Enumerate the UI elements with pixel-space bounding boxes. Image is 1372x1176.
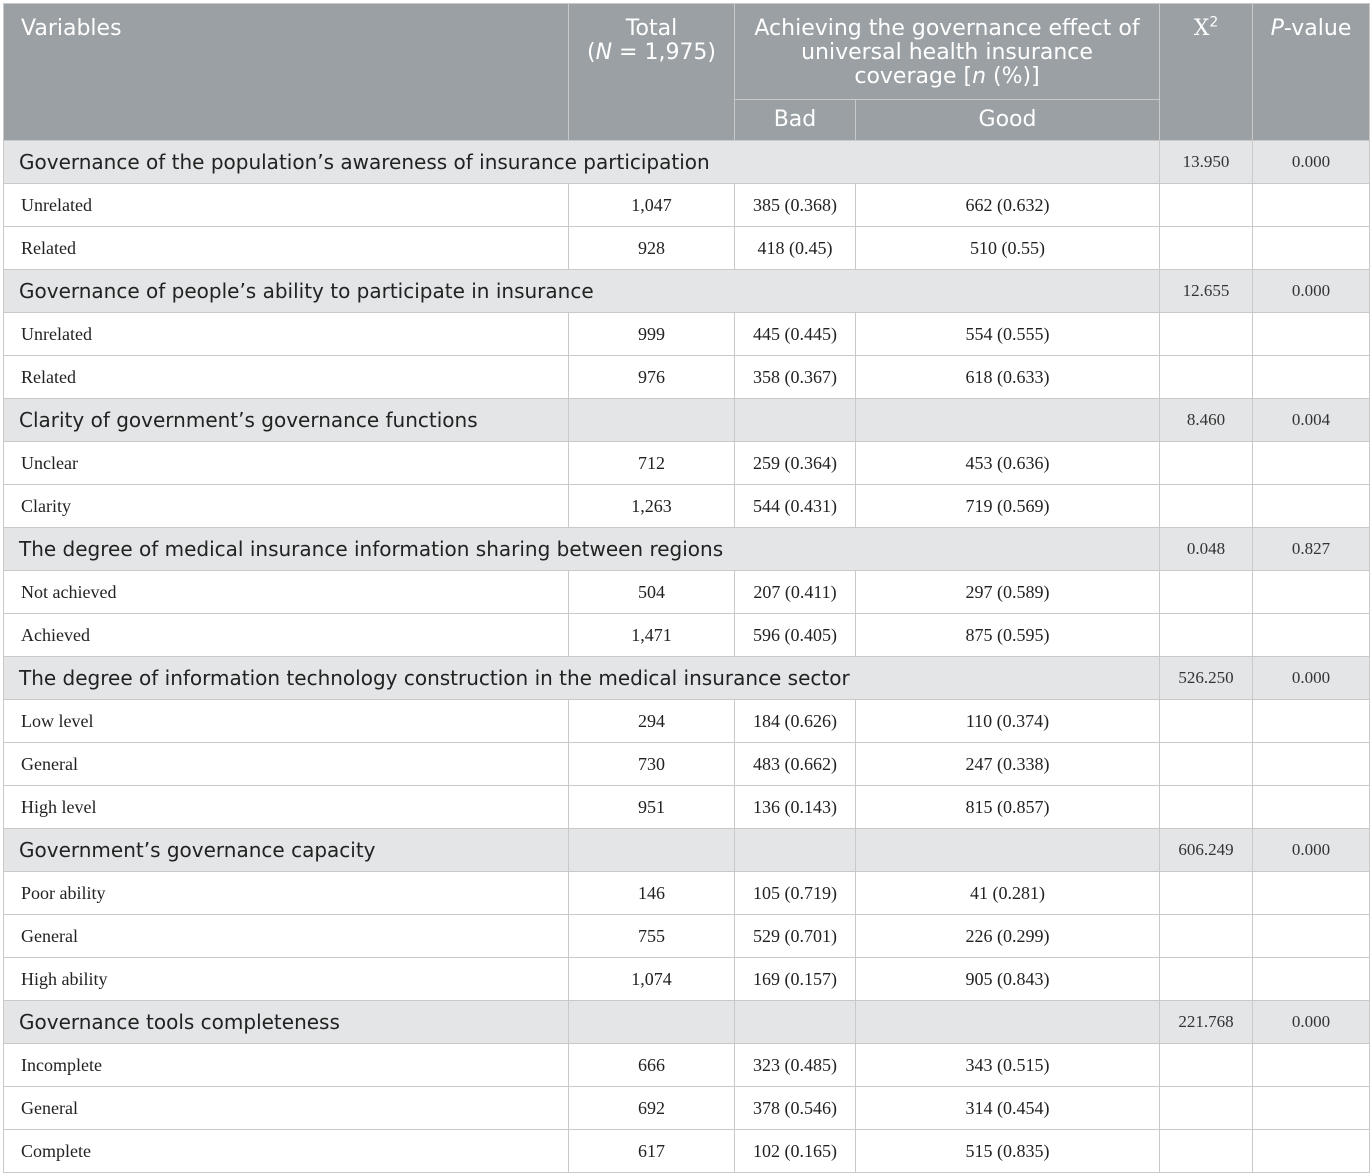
good-cell: 905 (0.843) [856, 958, 1160, 1001]
row-label: Incomplete [4, 1044, 569, 1087]
bad-cell: 358 (0.367) [735, 356, 856, 399]
row-label: Unrelated [4, 313, 569, 356]
row-label: General [4, 1087, 569, 1130]
bad-cell: 483 (0.662) [735, 743, 856, 786]
total-cell: 504 [569, 571, 735, 614]
good-cell: 554 (0.555) [856, 313, 1160, 356]
bad-header: Bad [735, 100, 856, 141]
section-title: Governance of people’s ability to participate in insurance [4, 270, 1160, 313]
chi-square-value: 221.768 [1160, 1001, 1253, 1044]
empty-cell [1160, 743, 1253, 786]
empty-cell [1253, 184, 1370, 227]
empty-cell [1160, 1044, 1253, 1087]
empty-cell [1253, 442, 1370, 485]
row-label: Related [4, 356, 569, 399]
empty-cell [1253, 227, 1370, 270]
row-label: General [4, 915, 569, 958]
table-row [4, 915, 1370, 958]
total-header-label: Total [625, 16, 678, 41]
row-label: Unrelated [4, 184, 569, 227]
p-value: 0.827 [1253, 528, 1370, 571]
empty-cell [1253, 614, 1370, 657]
total-n-value: = 1,975) [612, 40, 717, 65]
section-row [4, 528, 1370, 571]
total-cell: 146 [569, 872, 735, 915]
total-cell: 666 [569, 1044, 735, 1087]
row-label: Low level [4, 700, 569, 743]
total-cell: 976 [569, 356, 735, 399]
chi-superscript: 2 [1209, 14, 1219, 31]
section-title: Governance of the population’s awareness of insurance participation [4, 141, 1160, 184]
p-value: 0.004 [1253, 399, 1370, 442]
table-row [4, 442, 1370, 485]
total-cell: 999 [569, 313, 735, 356]
total-cell: 692 [569, 1087, 735, 1130]
empty-cell [1160, 485, 1253, 528]
p-value: 0.000 [1253, 657, 1370, 700]
section-empty-cell [569, 1001, 735, 1044]
empty-cell [1253, 958, 1370, 1001]
empty-cell [1160, 958, 1253, 1001]
total-cell: 951 [569, 786, 735, 829]
bad-cell: 385 (0.368) [735, 184, 856, 227]
good-cell: 247 (0.338) [856, 743, 1160, 786]
empty-cell [1253, 786, 1370, 829]
empty-cell [1160, 184, 1253, 227]
good-cell: 662 (0.632) [856, 184, 1160, 227]
bad-cell: 418 (0.45) [735, 227, 856, 270]
empty-cell [1160, 872, 1253, 915]
results-table [3, 3, 1370, 1173]
bad-cell: 207 (0.411) [735, 571, 856, 614]
section-empty-cell [735, 829, 856, 872]
section-empty-cell [856, 1001, 1160, 1044]
chi-square-value: 0.048 [1160, 528, 1253, 571]
bad-cell: 136 (0.143) [735, 786, 856, 829]
table-row [4, 786, 1370, 829]
bad-cell: 378 (0.546) [735, 1087, 856, 1130]
good-cell: 110 (0.374) [856, 700, 1160, 743]
bad-cell: 169 (0.157) [735, 958, 856, 1001]
table-row [4, 958, 1370, 1001]
bad-cell: 259 (0.364) [735, 442, 856, 485]
p-value: 0.000 [1253, 1001, 1370, 1044]
good-cell: 510 (0.55) [856, 227, 1160, 270]
empty-cell [1253, 1087, 1370, 1130]
section-row [4, 829, 1370, 872]
table-row [4, 184, 1370, 227]
total-cell: 294 [569, 700, 735, 743]
empty-cell [1160, 614, 1253, 657]
row-label: High ability [4, 958, 569, 1001]
chi-square-value: 606.249 [1160, 829, 1253, 872]
table-row [4, 1130, 1370, 1173]
empty-cell [1253, 915, 1370, 958]
good-cell: 226 (0.299) [856, 915, 1160, 958]
total-cell: 712 [569, 442, 735, 485]
section-empty-cell [735, 399, 856, 442]
empty-cell [1160, 700, 1253, 743]
row-label: Not achieved [4, 571, 569, 614]
section-empty-cell [735, 1001, 856, 1044]
row-label: Clarity [4, 485, 569, 528]
empty-cell [1160, 356, 1253, 399]
group-header-suffix: (%)] [986, 64, 1040, 89]
total-cell: 1,263 [569, 485, 735, 528]
table-row [4, 356, 1370, 399]
section-row [4, 1001, 1370, 1044]
empty-cell [1160, 1087, 1253, 1130]
total-n-open: ( [586, 40, 596, 65]
row-label: General [4, 743, 569, 786]
good-header: Good [856, 100, 1160, 141]
row-label: Related [4, 227, 569, 270]
row-label: Unclear [4, 442, 569, 485]
p-value: 0.000 [1253, 141, 1370, 184]
section-empty-cell [856, 829, 1160, 872]
bad-cell: 445 (0.445) [735, 313, 856, 356]
empty-cell [1253, 743, 1370, 786]
empty-cell [1160, 786, 1253, 829]
good-cell: 875 (0.595) [856, 614, 1160, 657]
section-title: Government’s governance capacity [4, 829, 569, 872]
good-cell: 515 (0.835) [856, 1130, 1160, 1173]
empty-cell [1253, 485, 1370, 528]
p-value: 0.000 [1253, 829, 1370, 872]
empty-cell [1253, 313, 1370, 356]
section-title: The degree of medical insurance information sharing between regions [4, 528, 1160, 571]
p-symbol: P [1270, 16, 1284, 41]
section-title: The degree of information technology construction in the medical insurance sector [4, 657, 1160, 700]
empty-cell [1253, 356, 1370, 399]
total-header [569, 4, 735, 141]
bad-cell: 529 (0.701) [735, 915, 856, 958]
good-cell: 297 (0.589) [856, 571, 1160, 614]
row-label: Achieved [4, 614, 569, 657]
chi-square-value: 8.460 [1160, 399, 1253, 442]
section-title: Governance tools completeness [4, 1001, 569, 1044]
chi-square-value: 12.655 [1160, 270, 1253, 313]
empty-cell [1160, 442, 1253, 485]
empty-cell [1253, 1044, 1370, 1087]
total-cell: 1,074 [569, 958, 735, 1001]
chi-square-value: 13.950 [1160, 141, 1253, 184]
variables-header: Variables [4, 4, 569, 141]
empty-cell [1253, 1130, 1370, 1173]
empty-cell [1253, 571, 1370, 614]
p-value: 0.000 [1253, 270, 1370, 313]
governance-effect-header [735, 4, 1160, 100]
table-row [4, 614, 1370, 657]
bad-cell: 184 (0.626) [735, 700, 856, 743]
empty-cell [1160, 915, 1253, 958]
good-cell: 314 (0.454) [856, 1087, 1160, 1130]
empty-cell [1160, 1130, 1253, 1173]
total-cell: 1,047 [569, 184, 735, 227]
table-row [4, 1087, 1370, 1130]
table-row [4, 700, 1370, 743]
section-title: Clarity of government’s governance functions [4, 399, 569, 442]
section-empty-cell [856, 399, 1160, 442]
good-cell: 719 (0.569) [856, 485, 1160, 528]
good-cell: 815 (0.857) [856, 786, 1160, 829]
good-cell: 453 (0.636) [856, 442, 1160, 485]
table-row [4, 1044, 1370, 1087]
section-empty-cell [569, 829, 735, 872]
section-row [4, 399, 1370, 442]
good-cell: 343 (0.515) [856, 1044, 1160, 1087]
p-suffix: -value [1283, 16, 1352, 41]
total-cell: 730 [569, 743, 735, 786]
total-n-symbol: N [595, 40, 613, 65]
section-row [4, 141, 1370, 184]
table-row [4, 485, 1370, 528]
row-label: High level [4, 786, 569, 829]
chi-square-value: 526.250 [1160, 657, 1253, 700]
p-value-header [1253, 4, 1370, 141]
row-label: Poor ability [4, 872, 569, 915]
table-header [4, 4, 1370, 141]
section-empty-cell [569, 399, 735, 442]
table-row [4, 227, 1370, 270]
group-header-n: n [972, 64, 987, 89]
table-body [4, 141, 1370, 1173]
bad-cell: 544 (0.431) [735, 485, 856, 528]
row-label: Complete [4, 1130, 569, 1173]
good-cell: 41 (0.281) [856, 872, 1160, 915]
empty-cell [1160, 313, 1253, 356]
table-row [4, 872, 1370, 915]
empty-cell [1253, 872, 1370, 915]
total-cell: 1,471 [569, 614, 735, 657]
table-row [4, 571, 1370, 614]
total-cell: 617 [569, 1130, 735, 1173]
bad-cell: 102 (0.165) [735, 1130, 856, 1173]
chi-square-header [1160, 4, 1253, 141]
table-row [4, 743, 1370, 786]
good-cell: 618 (0.633) [856, 356, 1160, 399]
chi-symbol: X [1193, 16, 1210, 41]
empty-cell [1253, 700, 1370, 743]
table-row [4, 313, 1370, 356]
total-cell: 755 [569, 915, 735, 958]
empty-cell [1160, 227, 1253, 270]
empty-cell [1160, 571, 1253, 614]
group-header-text: Achieving the governance effect of universal health insurance coverage [ [754, 16, 1140, 89]
section-row [4, 657, 1370, 700]
total-cell: 928 [569, 227, 735, 270]
bad-cell: 596 (0.405) [735, 614, 856, 657]
bad-cell: 105 (0.719) [735, 872, 856, 915]
section-row [4, 270, 1370, 313]
bad-cell: 323 (0.485) [735, 1044, 856, 1087]
